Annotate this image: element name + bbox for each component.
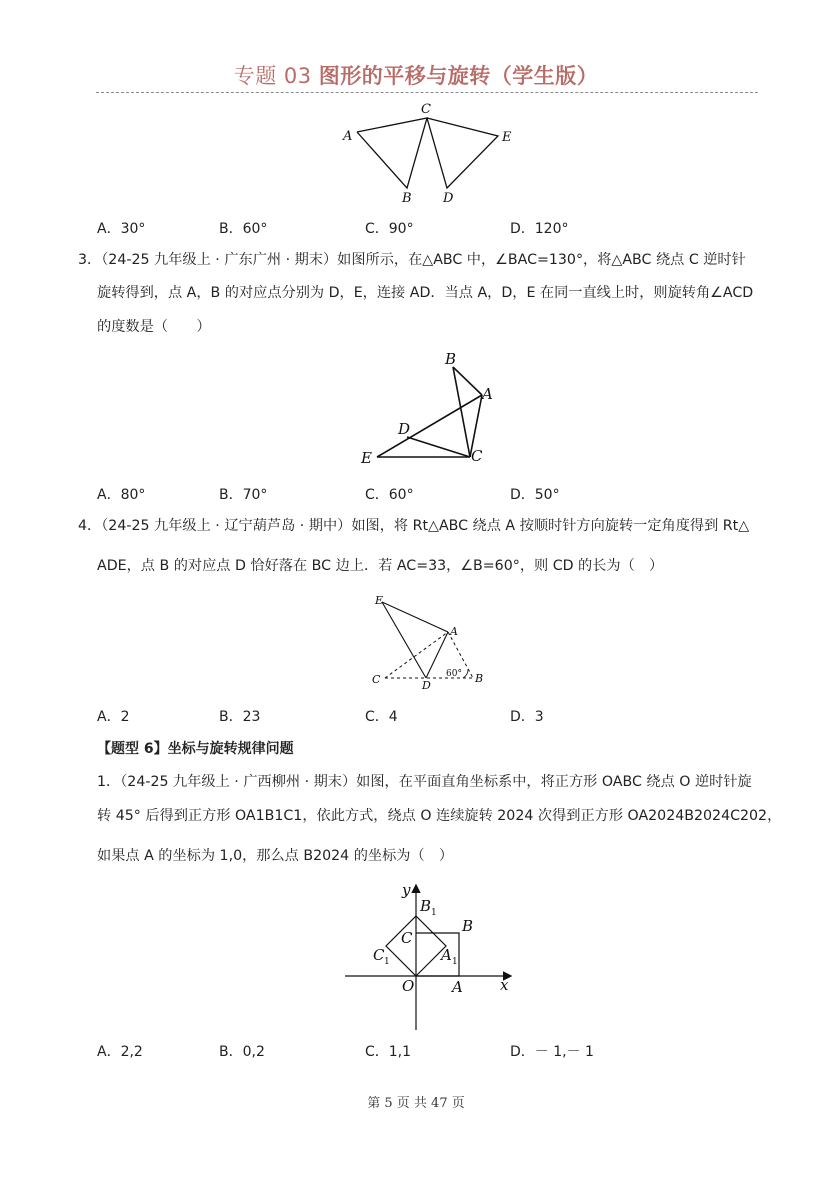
q3-line-2: 旋转得到，点 A，B 的对应点分别为 D，E，连接 AD．当点 A，D，E 在同一直线上时，则旋转角∠ACD [97, 285, 754, 301]
q6-1-diagram [340, 880, 520, 1035]
q4-line-2: ADE，点 B 的对应点 D 恰好落在 BC 边上．若 AC=33，∠B=60°，则 CD 的长为（ ） [97, 558, 664, 574]
q6-1-option-a[interactable]: A．2,2 [97, 1044, 143, 1060]
q3-diagram [355, 345, 505, 470]
q3-option-a[interactable]: A．80° [97, 487, 146, 503]
q6-1-option-c[interactable]: C．1,1 [365, 1044, 412, 1060]
q6-label-c: C [401, 929, 413, 947]
q6-label-y: y [402, 881, 411, 899]
q3-figure [355, 345, 505, 470]
q2-figure [330, 100, 530, 210]
q3-label-c: C [471, 447, 483, 465]
header-title: 图形的平移与旋转（学生版） [318, 64, 599, 88]
q3-option-b[interactable]: B．70° [219, 487, 268, 503]
q6-label-b1-sub: 1 [431, 908, 437, 918]
q4-diagram [365, 592, 495, 692]
q2-triangle-cde [427, 118, 498, 188]
q3-option-d[interactable]: D．50° [510, 487, 560, 503]
q6-1-line-3: 如果点 A 的坐标为 1,0，那么点 B2024 的坐标为（ ） [97, 848, 454, 864]
q4-option-d[interactable]: D．3 [510, 709, 544, 725]
header-divider [96, 92, 758, 93]
q3-label-d: D [398, 420, 411, 438]
q4-label-a: A [450, 625, 458, 638]
q3-label-e: E [361, 449, 372, 467]
q4-angle-label: 60° [446, 669, 462, 679]
q4-figure [365, 592, 495, 692]
q3-line-1: 3．（24-25 九年级上 · 广东广州 · 期末）如图所示，在△ABC 中，∠BAC=130°，将△ABC 绕点 C 逆时针 [78, 252, 746, 268]
q6-label-b: B [462, 917, 474, 935]
q2-label-e: E [502, 130, 512, 145]
q6-label-a1-sub: 1 [452, 957, 458, 967]
q3-option-c[interactable]: C．60° [365, 487, 414, 503]
q2-label-b: B [402, 191, 412, 206]
q3-label-b: B [445, 350, 457, 368]
q2-option-c[interactable]: C．90° [365, 221, 414, 237]
q6-label-c1-sub: 1 [384, 957, 390, 967]
q2-option-d[interactable]: D．120° [510, 221, 569, 237]
q4-line-1: 4．（24-25 九年级上 · 辽宁葫芦岛 · 期中）如图，将 Rt△ABC 绕点 A 按顺时针方向旋转一定角度得到 Rt△ [78, 518, 750, 534]
q6-label-a1: A [441, 946, 452, 964]
q6-1-option-b[interactable]: B．0,2 [219, 1044, 265, 1060]
q4-label-b: B [475, 672, 484, 685]
q6-label-c1: C [373, 946, 385, 964]
page-header [0, 60, 832, 90]
q4-option-a[interactable]: A．2 [97, 709, 130, 725]
q6-label-x: x [500, 976, 509, 994]
q4-label-d: D [422, 679, 431, 692]
header-prefix: 专题 03 [233, 64, 319, 88]
q6-label-o: O [402, 977, 415, 995]
q2-triangle-abc [357, 118, 427, 188]
q3-line-3: 的度数是（ ） [97, 319, 211, 335]
q6-label-a: A [452, 978, 463, 996]
section-title: 【题型 6】坐标与旋转规律问题 [97, 741, 294, 757]
q2-option-a[interactable]: A．30° [97, 221, 146, 237]
q6-1-line-2: 转 45° 后得到正方形 OA1B1C1，依此方式，绕点 O 连续旋转 2024 次得到正方形 OA2024B2024C202， [97, 808, 782, 824]
q6-label-b1: B [420, 897, 432, 915]
q6-1-option-d[interactable]: D．－ 1,－ 1 [510, 1044, 594, 1060]
q2-diagram [330, 100, 530, 210]
page-footer: 第 5 页 共 47 页 [367, 1096, 465, 1111]
q4-label-c: C [372, 673, 381, 686]
q4-option-c[interactable]: C．4 [365, 709, 398, 725]
q2-label-c: C [421, 102, 431, 117]
q2-option-b[interactable]: B．60° [219, 221, 268, 237]
q6-1-figure [340, 880, 520, 1035]
q3-label-a: A [482, 385, 493, 403]
q2-label-a: A [343, 129, 353, 144]
q4-label-e: E [375, 594, 384, 607]
q6-1-line-1: 1．（24-25 九年级上 · 广西柳州 · 期末）如图，在平面直角坐标系中，将正方形 OABC 绕点 O 逆时针旋 [97, 774, 752, 790]
q2-label-d: D [443, 191, 454, 206]
q4-option-b[interactable]: B．23 [219, 709, 261, 725]
